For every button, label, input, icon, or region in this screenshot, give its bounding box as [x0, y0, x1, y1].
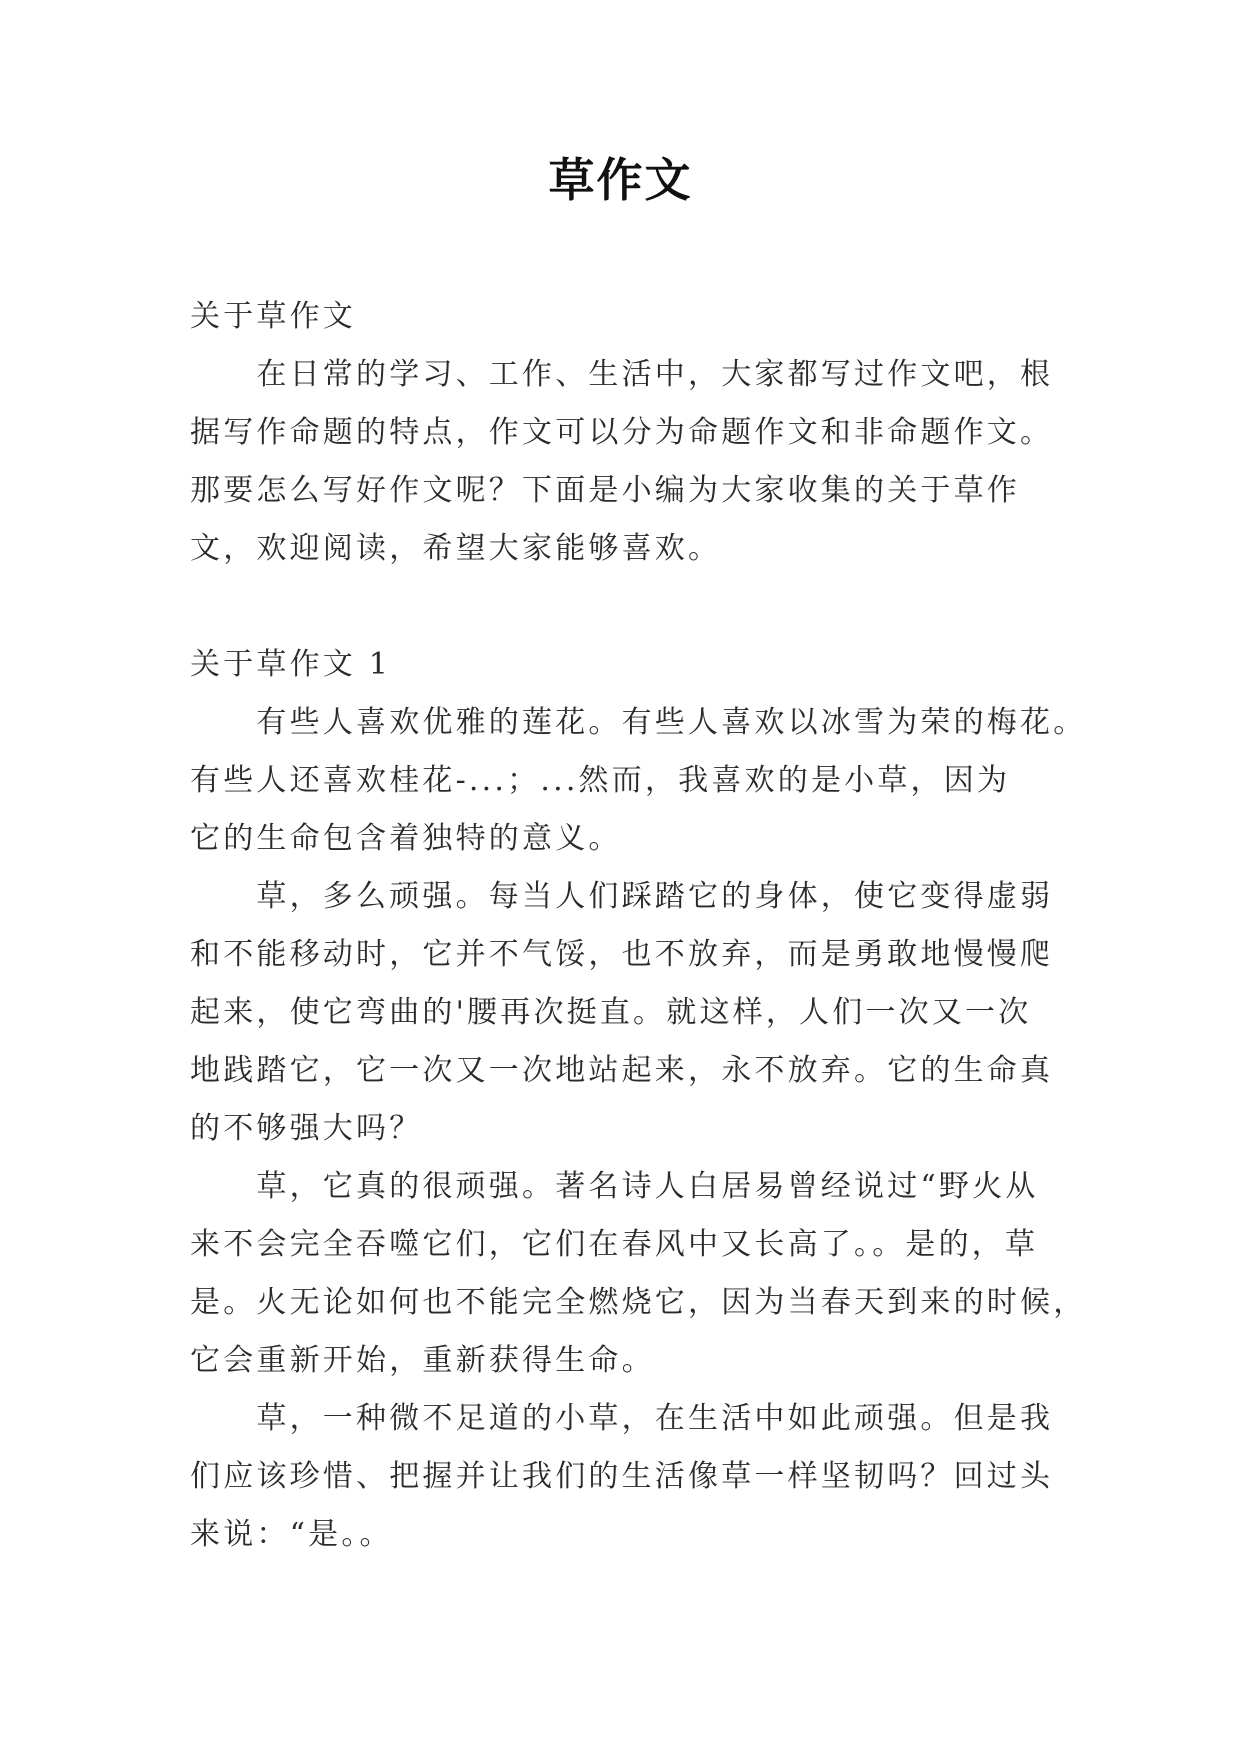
document-title: 草作文 [548, 153, 693, 207]
essay-line: 的不够强大吗？ [190, 1111, 423, 1146]
essay-line: 它会重新开始，重新获得生命。 [190, 1343, 655, 1378]
essay-line: 来不会完全吞噬它们，它们在春风中又长高了。。是的，草 [190, 1227, 1039, 1262]
essay-line: 起来，使它弯曲的'腰再次挺直。就这样，人们一次又一次 [190, 995, 1032, 1030]
section-spacer [190, 578, 1060, 636]
essay-heading: 关于草作文 1 [190, 647, 392, 682]
essay-line: 地践踏它，它一次又一次地站起来，永不放弃。它的生命真 [190, 1053, 1054, 1088]
document-body [190, 288, 1087, 1564]
intro-line: 在日常的学习、工作、生活中，大家都写过作文吧，根 [190, 357, 1054, 392]
essay-line: 有些人还喜欢桂花-...；...然而，我喜欢的是小草，因为 [190, 763, 1011, 798]
essay-line: 有些人喜欢优雅的莲花。有些人喜欢以冰雪为荣的梅花。 [190, 705, 1087, 740]
essay-line: 们应该珍惜、把握并让我们的生活像草一样坚韧吗？回过头 [190, 1459, 1054, 1494]
essay-line: 和不能移动时，它并不气馁，也不放弃，而是勇敢地慢慢爬 [190, 937, 1054, 972]
essay-line: 来说：“是。。 [190, 1517, 393, 1552]
intro-heading: 关于草作文 [190, 299, 356, 334]
intro-line: 那要怎么写好作文呢？下面是小编为大家收集的关于草作 [190, 473, 1020, 508]
essay-line: 草，一种微不足道的小草，在生活中如此顽强。但是我 [190, 1401, 1054, 1436]
essay-line: 它的生命包含着独特的意义。 [190, 821, 622, 856]
essay-line: 是。火无论如何也不能完全燃烧它，因为当春天到来的时候， [190, 1285, 1087, 1320]
essay-line: 草，多么顽强。每当人们踩踏它的身体，使它变得虚弱 [190, 879, 1054, 914]
essay-line: 草，它真的很顽强。著名诗人白居易曾经说过“野火从 [190, 1169, 1039, 1204]
intro-line: 据写作命题的特点，作文可以分为命题作文和非命题作文。 [190, 415, 1054, 450]
intro-line: 文，欢迎阅读，希望大家能够喜欢。 [190, 531, 722, 566]
